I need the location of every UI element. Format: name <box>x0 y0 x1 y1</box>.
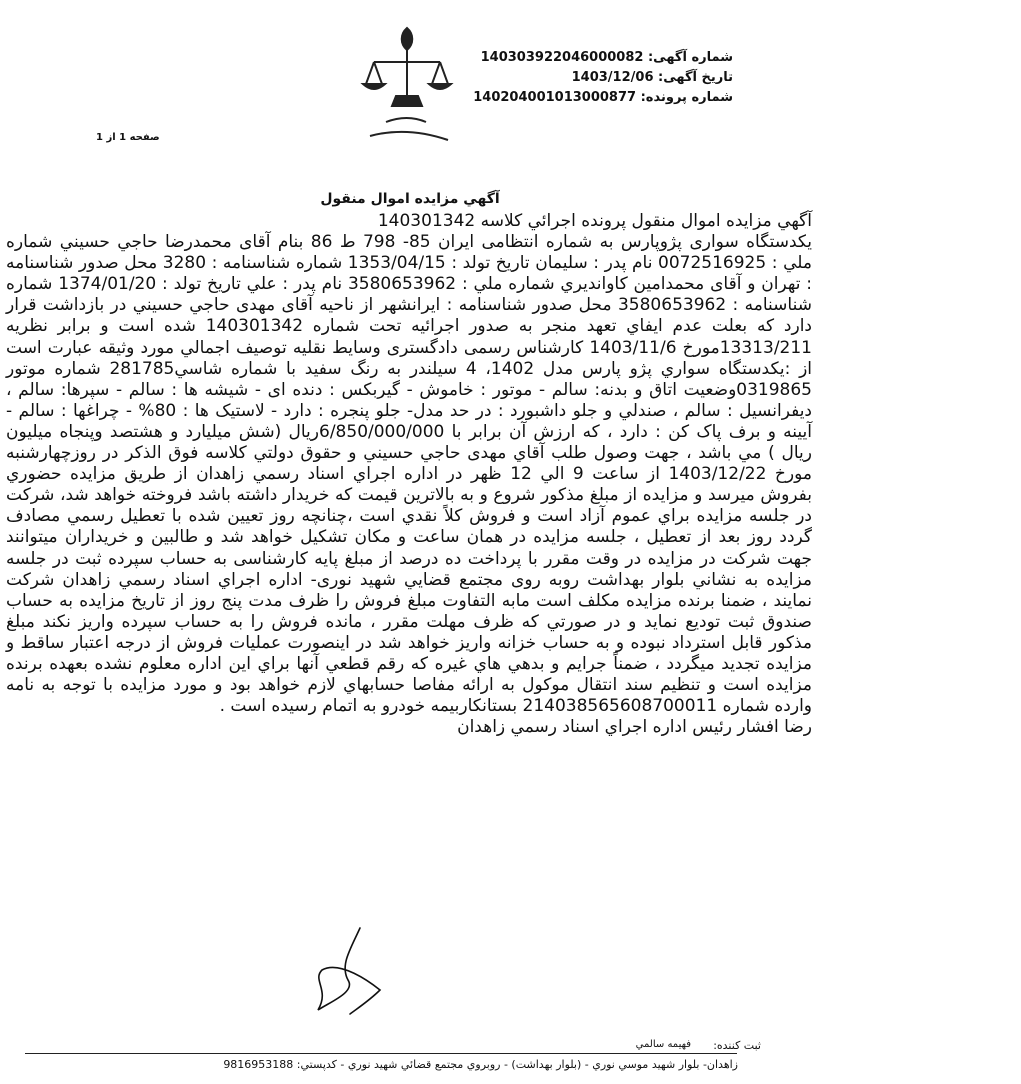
ad-date-label: تاریخ آگهی: <box>658 70 733 85</box>
notice-signer: رضا افشار رئيس اداره اجراي اسناد رسمي زاهدان <box>457 717 812 738</box>
notice-intro: آگهي مزايده اموال منقول پرونده اجرائي كلاسه 140301342 <box>377 211 812 231</box>
recorder-label: ثبت کننده: <box>713 1039 761 1052</box>
recorder-name: فهيمه سالمي <box>635 1039 691 1050</box>
case-number-label: شماره پرونده: <box>640 90 733 105</box>
case-number: 140204001013000877 <box>473 90 637 105</box>
page-indicator: صفحه 1 از 1 <box>96 132 160 143</box>
ad-date: 1403/12/06 <box>571 70 654 85</box>
notice-text: يكدستگاه سواری پژوپارس به شماره انتظامی ایران 85- 798 ط 86 بنام آقای محمدرضا حاجي حسيني شماره ملي : 0072516925 نام پدر : سليمان تاريخ تولد : 1353/04/15 شماره شناسنامه : 3280 محل صدور شناسنامه : تهران و آقای محمدامين كاوانديري شماره ملي : 3580653962 نام پدر : علي تاريخ تولد : 1374/01/20 شماره شناسنامه : 3580653962 محل صدور شناسنامه : ايرانشهر از ناحيه آقای مهدی حاجي حسيني در بازداشت قرار دارد كه بعلت عدم ايفاي تعهد منجر به صدور اجرائيه تحت شماره 140301342 شده است و برابر نظريه 13313/211مورخ 1403/11/6 كارشناس رسمی دادگستری وسايط نقليه توصيف اجمالي مورد وثيقه عبارت است از :يكدستگاه سواري پژو پارس مدل 1402، 4 سيلندر به رنگ سفيد با شماره شاسي281785 شماره موتور 0319865وضعيت اتاق و بدنه: سالم - موتور : خاموش - گيربكس : دنده ای - شيشه ها : سالم - سپرها: سالم ، ديفرانسيل : سالم ، صندلي و جلو داشبورد : در حد مدل- جلو پنجره : دارد - لاستيک ها : 80% - چراغها : سالم - آيينه و برف پاک كن : دارد ، كه ارزش آن برابر با 6/850/000/000ريال (شش ميليارد و هشتصد وپنجاه ميليون ريال ) مي باشد ، جهت وصول طلب آقاي مهدی حاجي حسيني و حقوق دولتي كلاسه فوق الذكر در روزچهارشنبه مورخ 1403/12/22 از ساعت 9 الي 12 ظهر در اداره اجراي اسناد رسمي زاهدان از طريق مزايده حضوري بفروش ميرسد و مزايده از مبلغ مذكور شروع و به بالاترين قيمت كه خريدار داشته باشد فروخته خواهد شد، شركت در جلسه مزايده براي عموم آزاد است و فروش كلاً نقدي است ،چنانچه روز تعيين شده با تعطيل رسمي مصادف گردد روز بعد از تعطيل ، جلسه مزايده در همان ساعت و مكان تشكيل خواهد شد و طالبين و خريداران ميتوانند جهت شركت در مزايده در وقت مقرر با پرداخت ده درصد از مبلغ پايه كارشناسی به حساب سپرده ثبت در جلسه مزايده به نشاني بلوار بهداشت روبه روی مجتمع قضايي شهيد نوری- اداره اجراي اسناد رسمي زاهدان شركت نمايند ، ضمنا برنده مزايده مكلف است مابه التفاوت مبلغ فروش را ظرف مدت پنج روز از تاريخ مزايده به حساب صندوق ثبت توديع نمايد و در صورتي كه ظرف مهلت مقرر ، مانده فروش را به حساب سپرده واريز نكند مبلغ مذكور قابل استرداد نبوده و به حساب خزانه واريز خواهد شد در اينصورت عمليات فروش از درجه اعتبار ساقط و مزايده تجديد ميگردد ، ضمناً جرايم و بدهي هاي غيره كه رقم قطعي آنها براي اين اداره معلوم نشده بعهده برنده مزايده است و تنظيم سند انتقال موكول به ارائه مفاصا حسابهاي لازم خواهد بود و مورد مزايده با توجه به نامه وارده شماره 14038565608700011‏2 بستانكاربيمه خودرو به اتمام رسيده است . <box>6 232 813 717</box>
handwritten-signature <box>300 920 390 1020</box>
footer-address: زاهدان- بلوار شهيد موسي نوري - (بلوار بهداشت) - روبروي مجتمع قضائي شهيد نوري - كدپستي: 9816953188 <box>223 1058 738 1071</box>
document-title: آگهي مزايده اموال منقول <box>320 191 500 207</box>
footer-divider <box>25 1053 737 1054</box>
ad-number: 140303922046000082 <box>480 50 644 65</box>
ad-number-label: شماره آگهی: <box>647 50 733 65</box>
notice-body <box>6 211 812 738</box>
judiciary-emblem-icon <box>352 18 462 150</box>
